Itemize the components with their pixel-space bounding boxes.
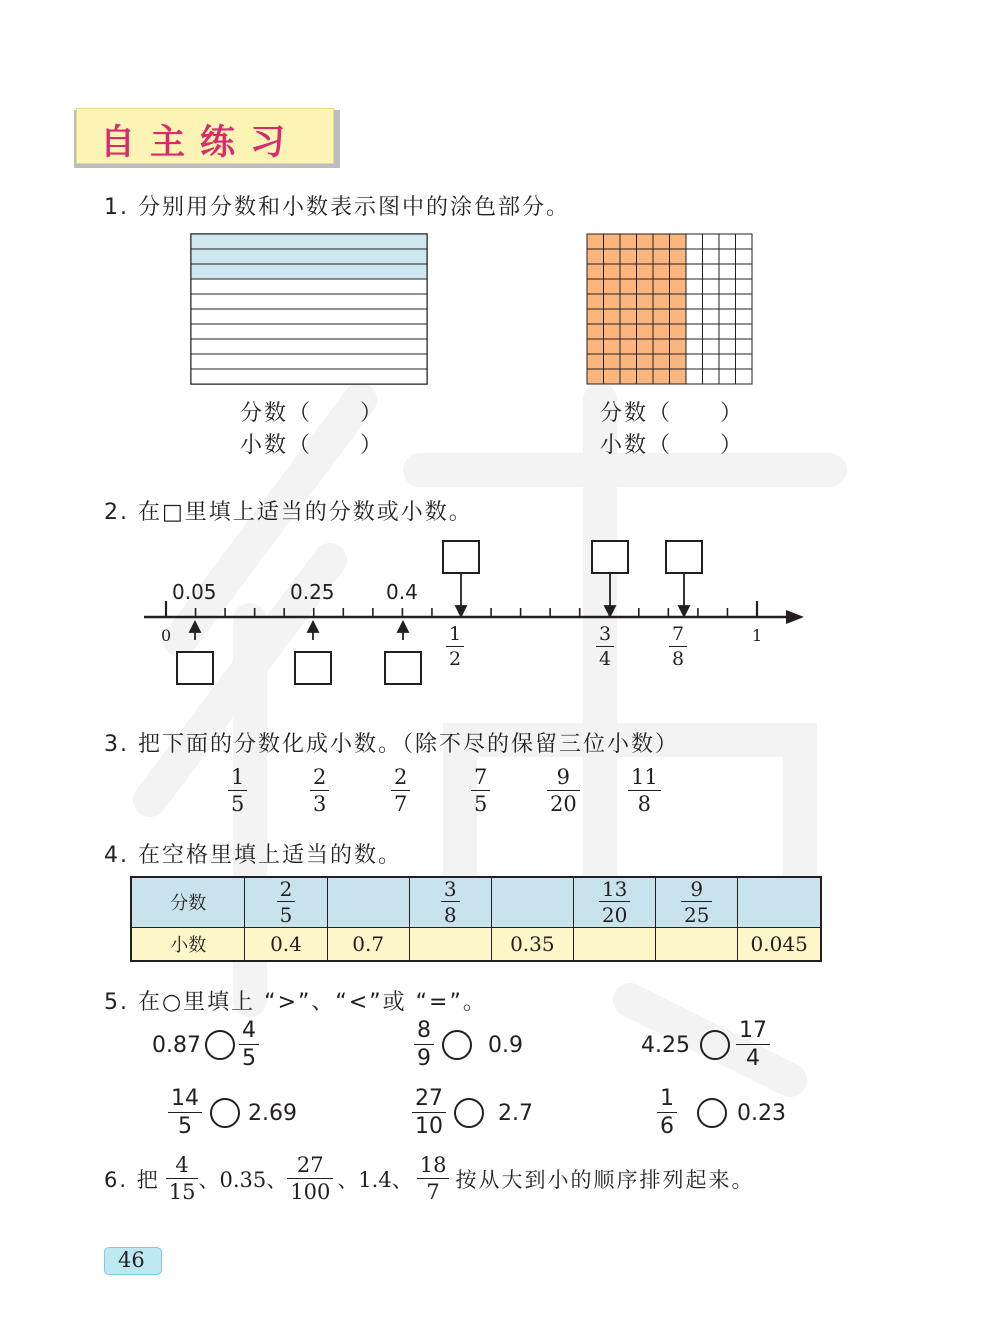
q4-cell: 0.7 [327, 927, 409, 961]
grid-cell [719, 324, 736, 339]
q4-blank-cell[interactable] [574, 927, 656, 961]
grid-cell [587, 369, 604, 384]
grid-cell [653, 339, 670, 354]
grid-cell [604, 324, 621, 339]
q5-item [414, 1020, 523, 1070]
grid-cell [653, 249, 670, 264]
q4-row-header: 分数 [131, 877, 245, 927]
grid-cell [587, 279, 604, 294]
q5-decimal: 2.69 [248, 1100, 297, 1126]
q4-blank-cell[interactable] [738, 877, 821, 927]
grid-cell [587, 309, 604, 324]
grid-cell [686, 339, 703, 354]
grid-cell [620, 309, 637, 324]
grid-cell [620, 294, 637, 309]
q5-item [152, 1020, 259, 1070]
q2-answer-box[interactable] [665, 540, 703, 574]
q4-cell: 0.4 [245, 927, 327, 961]
q1-left-decimal-label: 小数（ ） [240, 433, 385, 458]
grid-cell [604, 309, 621, 324]
q5-fraction: $\frac{4}{5}$ [239, 1020, 259, 1070]
grid-cell [637, 324, 654, 339]
grid-cell [719, 279, 736, 294]
grid-cell [719, 234, 736, 249]
q6-fraction: $\frac{18}{7}$ [417, 1155, 450, 1203]
section-title: 自主练习 [100, 123, 301, 163]
strip [191, 324, 427, 339]
q4-blank-cell[interactable] [491, 877, 573, 927]
grid-cell [637, 294, 654, 309]
grid-cell [637, 249, 654, 264]
grid-cell [686, 294, 703, 309]
grid-cell [686, 249, 703, 264]
grid-cell [670, 369, 687, 384]
grid-cell [604, 294, 621, 309]
grid-cell [620, 339, 637, 354]
q5-fraction: $\frac{27}{10}$ [412, 1088, 446, 1138]
grid-cell [670, 294, 687, 309]
q6-tail: 按从大到小的顺序排列起来。 [455, 1168, 755, 1192]
grid-cell [620, 324, 637, 339]
grid-cell [719, 294, 736, 309]
grid-cell [604, 369, 621, 384]
q5-compare-circle[interactable] [697, 1098, 727, 1128]
q5-item [412, 1088, 533, 1138]
grid-cell [620, 249, 637, 264]
grid-cell [670, 309, 687, 324]
q2-fraction-label: 1 2 [446, 625, 464, 669]
q2-zero-label: 0 [161, 626, 172, 645]
grid-cell [703, 279, 720, 294]
q2-decimal-label: 0.05 [172, 580, 217, 604]
grid-cell [653, 324, 670, 339]
grid-cell [587, 354, 604, 369]
q4-cell: 0.045 [738, 927, 821, 961]
grid-cell [686, 369, 703, 384]
grid-cell [736, 279, 753, 294]
q6-lead: 6. 把 [104, 1168, 160, 1192]
grid-cell [653, 309, 670, 324]
q6-fraction: $\frac{4}{15}$ [166, 1155, 199, 1203]
q5-decimal: 2.7 [498, 1100, 533, 1126]
q4-cell: 0.35 [491, 927, 573, 961]
grid-cell [604, 234, 621, 249]
strip [191, 294, 427, 309]
grid-cell [670, 264, 687, 279]
grid-cell [587, 324, 604, 339]
q4-prompt: 4. 在空格里填上适当的数。 [104, 843, 402, 868]
grid-cell [703, 294, 720, 309]
strip [191, 354, 427, 369]
q5-fraction: $\frac{14}{5}$ [168, 1088, 202, 1138]
q6-fraction: $\frac{27}{100}$ [287, 1155, 333, 1203]
q5-compare-circle[interactable] [442, 1030, 472, 1060]
q3-prompt: 3. 把下面的分数化成小数。（除不尽的保留三位小数） [104, 732, 679, 757]
grid-cell [736, 294, 753, 309]
q4-blank-cell[interactable] [409, 927, 491, 961]
strip [191, 249, 427, 264]
q2-prompt: 2. 在□里填上适当的分数或小数。 [104, 500, 473, 525]
grid-cell [703, 249, 720, 264]
q5-item [657, 1088, 786, 1138]
grid-cell [670, 234, 687, 249]
grid-cell [703, 324, 720, 339]
grid-cell [736, 249, 753, 264]
grid-cell [719, 249, 736, 264]
grid-cell [637, 279, 654, 294]
grid-cell [719, 309, 736, 324]
q2-answer-box[interactable] [384, 651, 422, 685]
grid-cell [703, 339, 720, 354]
q1-left-fraction-label: 分数（ ） [240, 401, 385, 426]
grid-cell [620, 369, 637, 384]
q2-answer-box[interactable] [442, 540, 480, 574]
q2-arrows [0, 560, 1000, 640]
q6-separator: 、1.4、 [337, 1168, 413, 1192]
q5-decimal: 0.9 [488, 1032, 523, 1058]
q5-compare-circle[interactable] [210, 1098, 240, 1128]
grid-cell [604, 339, 621, 354]
q5-item [168, 1088, 297, 1138]
grid-cell [703, 369, 720, 384]
grid-cell [736, 264, 753, 279]
grid-cell [686, 309, 703, 324]
grid-cell [604, 264, 621, 279]
grid-cell [620, 279, 637, 294]
grid-cell [670, 354, 687, 369]
grid-cell [686, 264, 703, 279]
grid-cell [653, 264, 670, 279]
grid-cell [670, 339, 687, 354]
q4-cell: $\frac{13}{20}$ [574, 877, 656, 927]
strip [191, 369, 427, 384]
q5-fraction: $\frac{17}{4}$ [736, 1020, 770, 1070]
grid-cell [703, 354, 720, 369]
grid-cell [637, 339, 654, 354]
grid-cell [637, 369, 654, 384]
grid-cell [736, 354, 753, 369]
grid-cell [653, 294, 670, 309]
q4-blank-cell[interactable] [656, 927, 738, 961]
q5-fraction: $\frac{8}{9}$ [414, 1020, 434, 1070]
q4-cell: $\frac{9}{25}$ [656, 877, 738, 927]
grid-cell [587, 264, 604, 279]
q5-decimal: 0.23 [737, 1100, 786, 1126]
grid-cell [620, 264, 637, 279]
strip [191, 234, 427, 249]
q5-decimal: 4.25 [641, 1032, 690, 1058]
q6-prompt [104, 1155, 754, 1203]
page-number: 46 [118, 1248, 145, 1272]
grid-cell [686, 279, 703, 294]
q4-blank-cell[interactable] [327, 877, 409, 927]
q2-one-label: 1 [752, 626, 763, 645]
q1-right-decimal-label: 小数（ ） [600, 433, 745, 458]
grid-cell [670, 324, 687, 339]
grid-cell [686, 324, 703, 339]
grid-cell [703, 234, 720, 249]
grid-cell [736, 369, 753, 384]
grid-cell [653, 369, 670, 384]
strip [191, 264, 427, 279]
grid-cell [637, 309, 654, 324]
q3-fraction: 1 5 [228, 767, 247, 815]
q1-strip-figure [190, 233, 430, 387]
q2-fraction-label: 7 8 [669, 625, 687, 669]
q5-decimal: 0.87 [152, 1032, 201, 1058]
grid-cell [736, 339, 753, 354]
grid-cell [653, 279, 670, 294]
grid-cell [653, 354, 670, 369]
grid-cell [719, 369, 736, 384]
q2-answer-box[interactable] [176, 651, 214, 685]
grid-cell [587, 294, 604, 309]
q2-answer-box[interactable] [294, 651, 332, 685]
q4-decimal-row [131, 927, 821, 961]
q4-fraction-row [131, 877, 821, 927]
q5-compare-circle[interactable] [700, 1030, 730, 1060]
grid-cell [736, 309, 753, 324]
grid-cell [620, 234, 637, 249]
q1-prompt: 1. 分别用分数和小数表示图中的涂色部分。 [104, 195, 570, 220]
q3-fraction: 2 7 [391, 767, 410, 815]
q5-item [641, 1020, 770, 1070]
grid-cell [637, 264, 654, 279]
q3-fraction: 2 3 [310, 767, 329, 815]
q4-table [130, 876, 822, 962]
grid-cell [686, 234, 703, 249]
q3-fraction: 11 8 [628, 767, 661, 815]
grid-cell [670, 279, 687, 294]
q5-compare-circle[interactable] [205, 1030, 235, 1060]
grid-cell [736, 234, 753, 249]
q2-fraction-label: 3 4 [596, 625, 614, 669]
grid-cell [620, 354, 637, 369]
grid-cell [587, 249, 604, 264]
q2-decimal-label: 0.4 [386, 580, 418, 604]
grid-cell [719, 354, 736, 369]
grid-cell [587, 234, 604, 249]
strip [191, 279, 427, 294]
grid-cell [604, 249, 621, 264]
grid-cell [653, 234, 670, 249]
grid-cell [637, 354, 654, 369]
grid-cell [604, 354, 621, 369]
grid-cell [719, 339, 736, 354]
q1-grid-figure [586, 233, 754, 387]
q6-separator: 、0.35、 [198, 1168, 288, 1192]
grid-cell [670, 249, 687, 264]
q5-fraction: $\frac{1}{6}$ [657, 1088, 677, 1138]
q2-answer-box[interactable] [591, 540, 629, 574]
grid-cell [703, 264, 720, 279]
q5-compare-circle[interactable] [454, 1098, 484, 1128]
grid-cell [703, 309, 720, 324]
strip [191, 339, 427, 354]
q1-right-fraction-label: 分数（ ） [600, 401, 745, 426]
q3-fraction: 7 5 [471, 767, 490, 815]
strip [191, 309, 427, 324]
q2-decimal-label: 0.25 [290, 580, 335, 604]
grid-cell [587, 339, 604, 354]
q3-fraction: 9 20 [547, 767, 580, 815]
q4-cell: $\frac{2}{5}$ [245, 877, 327, 927]
q5-prompt: 5. 在○里填上 “>”、“<”或 “=”。 [104, 990, 487, 1015]
grid-cell [604, 279, 621, 294]
grid-cell [736, 324, 753, 339]
q4-row-header: 小数 [131, 927, 245, 961]
grid-cell [637, 234, 654, 249]
q4-cell: $\frac{3}{8}$ [409, 877, 491, 927]
grid-cell [719, 264, 736, 279]
grid-cell [686, 354, 703, 369]
